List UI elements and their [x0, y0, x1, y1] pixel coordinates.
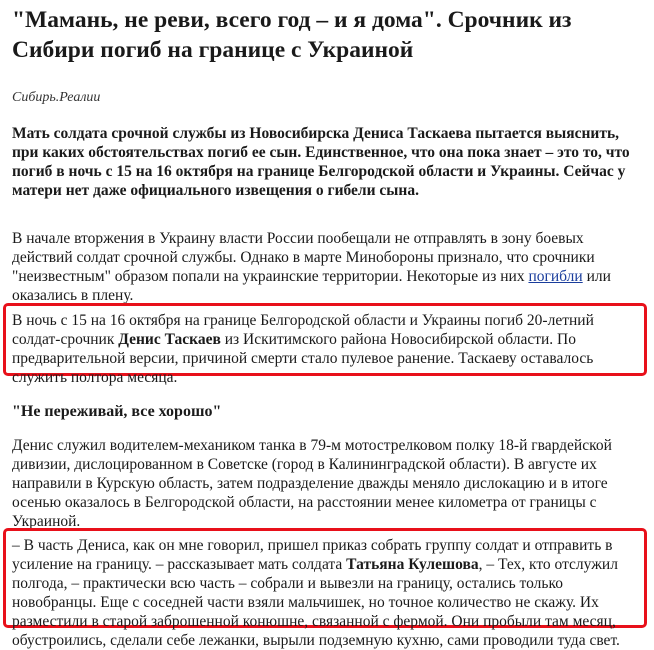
paragraph-1-text: В начале вторжения в Украину власти России пообещали не отправлять в зону боевых действий солдат срочной службы. Однако в марте Минобороны признало, что срочники "неизвестным" образом попали на украинские территории. Некоторые из них [12, 230, 595, 285]
paragraph-1 [12, 229, 644, 305]
section-subheading: "Не переживай, все хорошо" [12, 403, 222, 420]
article-source[interactable]: Сибирь.Реалии [12, 90, 101, 105]
article-lead: Мать солдата срочной службы из Новосибирска Дениса Таскаева пытается выяснить, при каких обстоятельствах погиб ее сын. Единственное, что она пока знает – это то, что погиб в ночь с 15 на 16 октября на границе Белгородской области и Украины. Сейчас у матери нет даже официального извещения о гибели сына. [12, 125, 630, 199]
paragraph-2-tail: из Искитимского района Новосибирской области. По предварительной версии, причиной смерти стало пулевое ранение. Таскаеву оставалось служить полтора месяца. [12, 331, 594, 386]
paragraph-4-tail: , – Тех, кто отслужил полгода, – практически всю часть – собрали и вывезли на границу, остались только новобранцы. Еще с соседней части взяли мальчишек, но точное количество не скажу. Их разместили в старой заброшенной конюшне, связанной с фермой. Они пробыли там месяц, обустроились, сделали себе лежанки, вырыли подземную кухню, сами проводили туда свет. [12, 556, 620, 649]
paragraph-4-text: – В часть Дениса, как он мне говорил, пришел приказ собрать группу солдат и отправить в усиление на границу. – рассказывает мать солдата [12, 537, 613, 573]
paragraph-1-tail: или оказались в плену. [12, 268, 611, 304]
mother-name: Татьяна Кулешова [346, 556, 479, 573]
paragraph-2-text: В ночь с 15 на 16 октября на границе Белгородской области и Украины погиб 20-летний солдат-срочник [12, 312, 594, 348]
paragraph-4 [12, 536, 644, 650]
paragraph-3: Денис служил водителем-механиком танка в 79-м мотострелковом полку 18-й гвардейской дивизии, дислоцированном в Советске (город в Калининградской области). В августе их направили в Курскую область, затем подразделение дважды меняло дислокацию и в итоге осенью оказалось в Белгородской области, на расстоянии менее километра от границы с Украиной. [12, 437, 612, 530]
article-headline: "Мамань, не реви, всего год – и я дома". Срочник из Сибири погиб на границе с Украиной [12, 7, 572, 63]
soldier-name: Денис Таскаев [118, 331, 221, 348]
paragraph-2 [12, 311, 644, 387]
killed-link[interactable]: погибли [528, 268, 583, 285]
